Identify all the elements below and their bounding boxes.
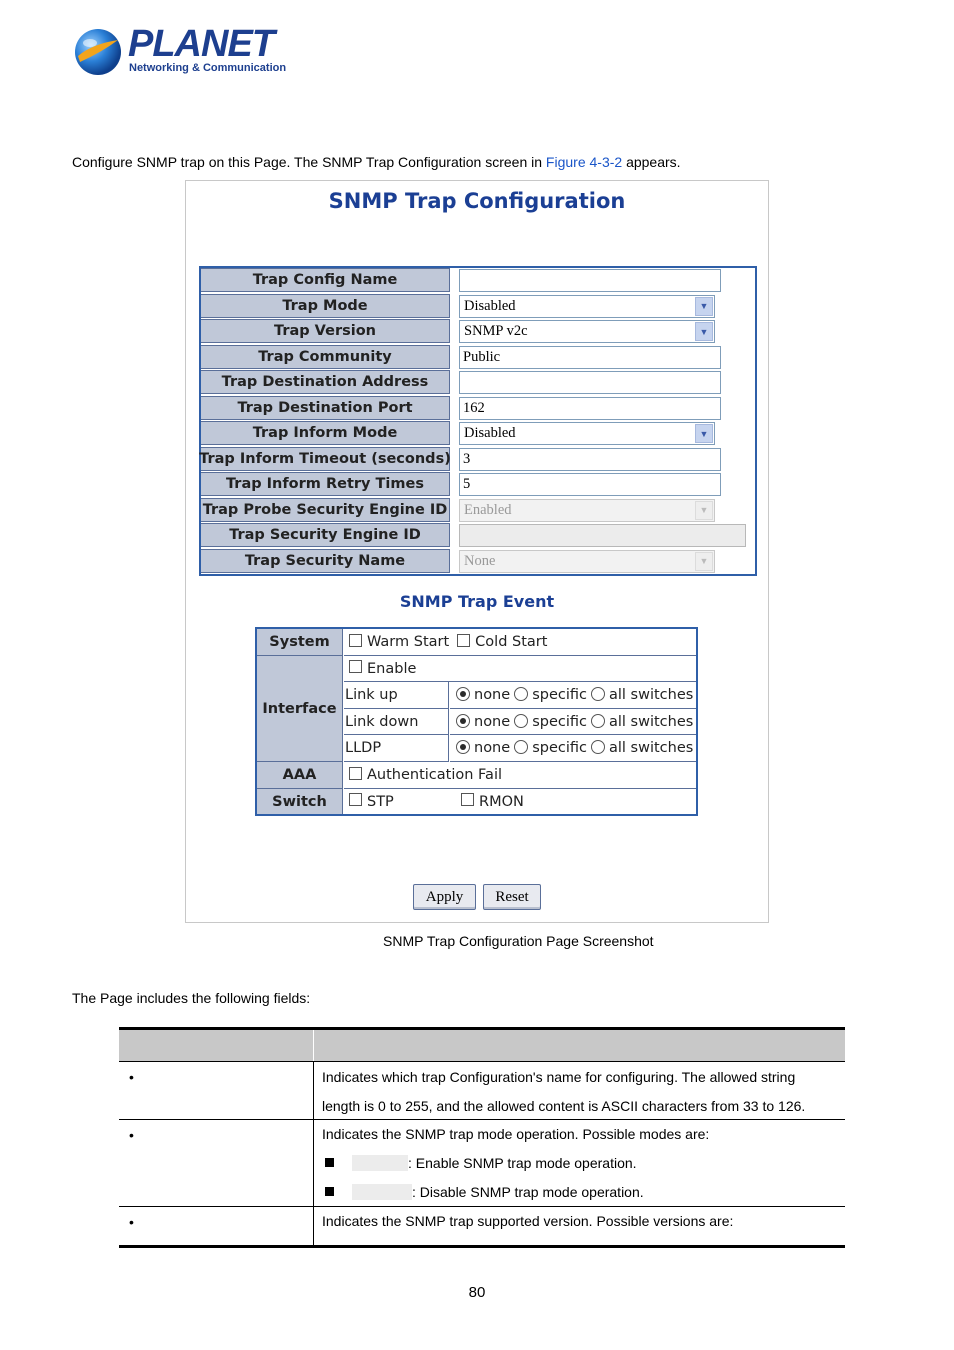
row-trap-destination-address xyxy=(201,370,755,396)
category-interface: Interface xyxy=(257,656,343,762)
trap-inform-retry-times-input[interactable]: 5 xyxy=(459,473,721,496)
row2-item1 xyxy=(322,1149,709,1178)
intro-text-before: Configure SNMP trap on this Page. The SNMP Trap Configuration screen in xyxy=(72,154,546,170)
row2-item2-text: : Disable SNMP trap mode operation. xyxy=(412,1184,644,1200)
bullet: • xyxy=(129,1069,134,1085)
link-up-options xyxy=(450,682,696,709)
trap-security-name-value: None xyxy=(464,552,496,569)
label-trap-destination-address: Trap Destination Address xyxy=(201,370,450,394)
interface-enable xyxy=(344,656,696,682)
switch-events xyxy=(344,789,696,814)
logo-wordmark: PLANET xyxy=(128,23,274,65)
row-trap-inform-retry-times xyxy=(201,472,755,498)
lldp-none-label: none xyxy=(474,740,511,756)
lldp-none-option[interactable] xyxy=(456,740,510,756)
aaa-events xyxy=(344,762,696,789)
blank-value xyxy=(352,1155,408,1171)
row1-line1: Indicates which trap Configuration's name for configuring. The allowed string xyxy=(322,1069,796,1085)
stp-label: STP xyxy=(367,793,394,810)
label-trap-community: Trap Community xyxy=(201,345,450,369)
reset-button[interactable]: Reset xyxy=(483,884,541,910)
trap-event-table xyxy=(255,627,698,816)
label-trap-inform-timeout: Trap Inform Timeout (seconds) xyxy=(201,447,450,471)
trap-probe-security-engine-id-select xyxy=(459,499,715,522)
label-trap-destination-port: Trap Destination Port xyxy=(201,396,450,420)
bullet: • xyxy=(129,1214,134,1230)
link-down-none-label: none xyxy=(474,713,511,730)
trap-config-table xyxy=(199,266,757,576)
link-up-all-label: all switches xyxy=(608,687,694,703)
trap-destination-port-input[interactable]: 162 xyxy=(459,397,721,420)
rmon-checkbox[interactable] xyxy=(461,793,474,806)
row-trap-community xyxy=(201,345,755,371)
lldp-options xyxy=(450,735,696,762)
link-up-none-label: none xyxy=(474,687,511,703)
logo-tagline: Networking & Communication xyxy=(129,62,287,74)
chevron-down-icon: ▼ xyxy=(695,424,713,443)
globe-icon xyxy=(72,26,124,78)
warm-start-checkbox[interactable] xyxy=(349,634,362,647)
chevron-down-icon: ▼ xyxy=(695,322,713,341)
system-events xyxy=(344,629,696,656)
trap-version-select[interactable] xyxy=(459,320,715,343)
intro-paragraph xyxy=(72,154,681,170)
label-trap-inform-mode: Trap Inform Mode xyxy=(201,421,450,445)
label-trap-version: Trap Version xyxy=(201,319,450,343)
planet-logo xyxy=(72,23,287,80)
apply-button[interactable]: Apply xyxy=(413,884,476,910)
stp-checkbox[interactable] xyxy=(349,793,362,806)
trap-inform-mode-select[interactable] xyxy=(459,422,715,445)
blank-value xyxy=(352,1184,412,1200)
cold-start-checkbox[interactable] xyxy=(457,634,470,647)
column-divider xyxy=(313,1062,314,1119)
trap-security-name-select xyxy=(459,550,715,573)
cold-start-label: Cold Start xyxy=(475,634,548,650)
column-divider xyxy=(313,1120,314,1206)
row-trap-destination-port xyxy=(201,396,755,422)
page-number: 80 xyxy=(468,1284,486,1301)
row-trap-probe-security-engine-id xyxy=(201,498,755,524)
row-trap-inform-mode xyxy=(201,421,755,447)
link-down-all-option[interactable] xyxy=(591,714,693,730)
link-down-all-radio[interactable] xyxy=(591,714,605,728)
row2-description xyxy=(322,1120,709,1207)
warm-start-label: Warm Start xyxy=(367,634,450,650)
lldp-specific-radio[interactable] xyxy=(514,740,528,754)
row-trap-security-engine-id xyxy=(201,523,755,549)
link-up-all-radio[interactable] xyxy=(591,687,605,701)
rmon-label: RMON xyxy=(479,793,524,810)
interface-enable-checkbox[interactable] xyxy=(349,660,362,673)
square-bullet-icon xyxy=(325,1187,334,1196)
row-trap-version xyxy=(201,319,755,345)
row3-line1: Indicates the SNMP trap supported version. Possible versions are: xyxy=(322,1213,734,1229)
trap-inform-timeout-input[interactable]: 3 xyxy=(459,448,721,471)
link-down-label: Link down xyxy=(344,709,449,735)
category-aaa: AAA xyxy=(257,762,343,789)
link-up-specific-option[interactable] xyxy=(514,687,587,703)
category-system: System xyxy=(257,629,343,656)
label-trap-security-engine-id: Trap Security Engine ID xyxy=(201,523,450,547)
cold-start-option[interactable] xyxy=(457,634,547,650)
link-down-specific-radio[interactable] xyxy=(514,714,528,728)
link-down-specific-label: specific xyxy=(532,713,587,730)
interface-enable-option[interactable] xyxy=(349,661,416,677)
label-trap-inform-retry-times: Trap Inform Retry Times xyxy=(201,472,450,496)
link-down-none-radio[interactable] xyxy=(456,714,470,728)
lldp-specific-label: specific xyxy=(532,740,587,756)
auth-fail-option[interactable] xyxy=(349,767,502,783)
trap-security-engine-id-input xyxy=(459,524,746,547)
screenshot-frame xyxy=(185,180,769,923)
lldp-all-radio[interactable] xyxy=(591,740,605,754)
link-up-specific-radio[interactable] xyxy=(514,687,528,701)
row2-line1: Indicates the SNMP trap mode operation. Possible modes are: xyxy=(322,1126,710,1142)
trap-version-value: SNMP v2c xyxy=(464,323,528,339)
label-trap-mode: Trap Mode xyxy=(201,294,450,318)
row1-line2: length is 0 to 255, and the allowed content is ASCII characters from 33 to 126. xyxy=(322,1098,806,1114)
table-row xyxy=(119,1207,845,1245)
figure-link[interactable]: Figure 4-3-2 xyxy=(545,154,623,170)
bullet: • xyxy=(129,1127,134,1143)
table-row xyxy=(119,1120,845,1207)
link-down-specific-option[interactable] xyxy=(514,714,587,730)
label-trap-probe-security-engine-id: Trap Probe Security Engine ID xyxy=(201,498,450,522)
lldp-all-option[interactable] xyxy=(591,740,693,756)
link-up-specific-label: specific xyxy=(532,687,587,703)
figure-caption: SNMP Trap Configuration Page Screenshot xyxy=(383,933,654,949)
lldp-all-label: all switches xyxy=(608,740,694,756)
link-up-none-radio[interactable] xyxy=(456,687,470,701)
fields-intro: The Page includes the following fields: xyxy=(72,990,311,1006)
table-bottom-rule xyxy=(119,1245,845,1248)
row-trap-config-name xyxy=(201,268,755,294)
config-title: SNMP Trap Configuration xyxy=(328,189,626,213)
trap-mode-value: Disabled xyxy=(464,297,516,314)
label-trap-config-name: Trap Config Name xyxy=(201,268,450,292)
interface-enable-label: Enable xyxy=(367,660,417,677)
chevron-down-icon: ▼ xyxy=(695,501,713,520)
table-row xyxy=(119,1061,845,1120)
link-up-label: Link up xyxy=(344,682,449,709)
table-header xyxy=(119,1030,845,1061)
row3-description xyxy=(322,1207,733,1236)
column-divider xyxy=(313,1207,314,1245)
warm-start-option[interactable] xyxy=(349,634,449,650)
trap-destination-address-input[interactable] xyxy=(459,371,721,394)
row-trap-inform-timeout xyxy=(201,447,755,473)
trap-inform-mode-value: Disabled xyxy=(464,425,516,441)
row1-description xyxy=(322,1063,805,1121)
trap-config-name-input[interactable] xyxy=(459,269,721,292)
square-bullet-icon xyxy=(325,1158,334,1167)
trap-community-input[interactable]: Public xyxy=(459,346,721,369)
lldp-specific-option[interactable] xyxy=(514,740,587,756)
auth-fail-label: Authentication Fail xyxy=(367,767,503,783)
link-up-none-option[interactable] xyxy=(456,687,510,703)
trap-mode-select[interactable] xyxy=(459,295,715,318)
lldp-label: LLDP xyxy=(344,735,449,762)
row-trap-mode xyxy=(201,294,755,320)
intro-text-after: appears. xyxy=(622,154,681,170)
chevron-down-icon: ▼ xyxy=(695,552,713,571)
link-up-all-option[interactable] xyxy=(591,687,693,703)
link-down-none-option[interactable] xyxy=(456,714,510,730)
fields-table xyxy=(119,1027,845,1248)
row2-item1-text: : Enable SNMP trap mode operation. xyxy=(408,1155,637,1171)
category-switch: Switch xyxy=(257,789,343,814)
auth-fail-checkbox[interactable] xyxy=(349,767,362,780)
rmon-option[interactable] xyxy=(461,794,524,810)
header-divider xyxy=(313,1030,314,1061)
row2-item2 xyxy=(322,1178,709,1207)
link-down-all-label: all switches xyxy=(608,713,694,730)
row-trap-security-name xyxy=(201,549,755,575)
label-trap-security-name: Trap Security Name xyxy=(201,549,450,573)
stp-option[interactable] xyxy=(349,794,457,810)
chevron-down-icon: ▼ xyxy=(695,297,713,316)
lldp-none-radio[interactable] xyxy=(456,740,470,754)
link-down-options xyxy=(450,709,696,735)
trap-probe-security-engine-id-value: Enabled xyxy=(464,501,512,518)
trap-event-title: SNMP Trap Event xyxy=(399,592,555,611)
